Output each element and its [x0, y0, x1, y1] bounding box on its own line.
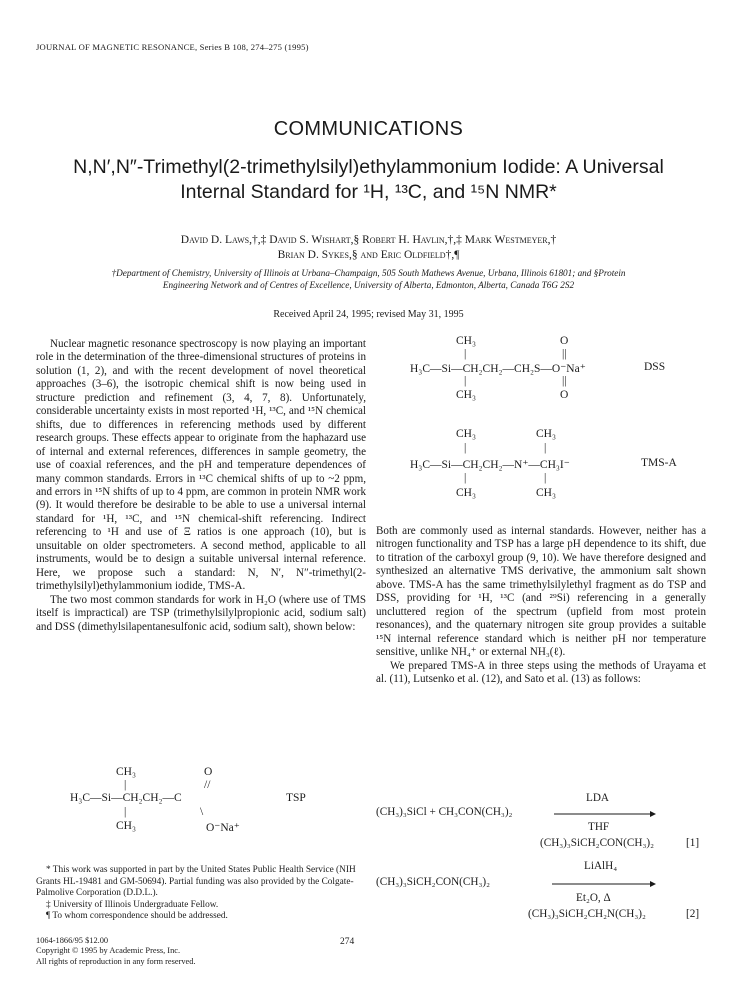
dss-bottom-ch3: CH₃	[456, 389, 476, 401]
tsp-bond-down: |	[124, 806, 127, 818]
tmsa-top-ch3-si: CH₃	[456, 428, 476, 440]
dss-label: DSS	[644, 361, 666, 373]
dss-double-bond-down: ||	[562, 375, 567, 387]
title-line-1: N,N′,N″-Trimethyl(2-trimethylsilyl)ethylammonium Iodide: A Universal	[73, 156, 664, 178]
dss-bond-up: |	[464, 348, 467, 360]
dss-structure	[376, 335, 706, 415]
body-paragraph-3: Both are commonly used as internal standards. However, neither has a nitrogen functionality and TSP has a large pH dependence to its shift, due to titration of the carboxyl group (9, 10). We have therefore designed and synthesized an alternative TMS derivative, the ammonium salt shown above. TMS-A has the same trimethylsilylethyl fragment as do TSP and DSS, providing for ¹H, ¹³C (and ²⁹Si) referencing in a generally uncluttered region of the spectrum (upfield from most protein resonances), and the quaternary nitrogen site group provides a suitable ¹⁵N internal reference standard which is neither pH nor temperature sensitive, unlike NH₄⁺ or external NH₃(ℓ).	[376, 525, 706, 659]
eq1-number: [1]	[686, 837, 700, 849]
page-number: 274	[340, 937, 355, 947]
left-column	[36, 338, 366, 634]
dss-bottom-o: O	[560, 389, 569, 401]
tmsa-bottom-ch3-n: CH₃	[536, 487, 556, 499]
eq1-reagent-bottom: THF	[588, 821, 610, 833]
eq2-reaction-arrow	[552, 880, 656, 888]
tmsa-bond-n-down: |	[544, 472, 547, 484]
tmsa-bottom-ch3-si: CH₃	[456, 487, 476, 499]
tsp-bottom-ona: O⁻Na⁺	[206, 822, 240, 834]
eq1-reactants: (CH₃)₃SiCl + CH₃CON(CH₃)₂	[376, 806, 513, 818]
dss-top-o: O	[560, 335, 569, 347]
tsp-main-chain: H₃C—Si—CH₂CH₂—C	[70, 792, 182, 804]
body-paragraph-1: Nuclear magnetic resonance spectroscopy is now playing an important role in the determination of the three-dimensional structures of proteins in solution (1, 2), and with the recent development of novel theoretical approaches (3–6), the isotropic chemical shift is now being used in structure prediction and refinement (3, 4, 7, 8). Unfortunately, considerable uncertainty exists in most reported ¹H, ¹³C, and ¹⁵N chemical shifts, due to differences in referencing methods used by different research groups. These effects appear to originate from the haphazard use of internal and external references, differences in sample geometry, the use of coaxial references, and the pH and temperature dependences of many common standards. Errors in ¹³C chemical shifts of up to ~2 ppm, and errors in ¹⁵N shifts of up to 4 ppm, are common in protein NMR work (9). It would therefore be desirable to be able to use a universal internal standard for ¹H, ¹³C, and ¹⁵N chemical-shift referencing. Indirect referencing to ¹H and use of Ξ ratios is one approach (10), but is unsuitable on older spectrometers. A second method, applicable to all instruments, would be to design a suitable universal internal reference. Here, we propose such a standard: N, N′, N″-trimethyl(2-trimethylsilyl)ethylammonium iodide, TMS-A.	[36, 338, 366, 593]
received-dates: Received April 24, 1995; revised May 31, 1995	[273, 309, 464, 320]
eq2-reagent-top: LiAlH₄	[584, 860, 618, 872]
footnote-fellow: ‡ University of Illinois Undergraduate Fellow.	[46, 899, 219, 910]
tmsa-bond-si-down: |	[464, 472, 467, 484]
affiliation-line-2: Engineering Network and of Centres of Excellence, University of Alberta, Edmonton, Alberta, Canada T6G 2S2	[162, 280, 575, 290]
eq2-number: [2]	[686, 908, 700, 920]
dss-top-ch3: CH₃	[456, 335, 476, 347]
tsp-structure	[36, 766, 366, 846]
running-head: JOURNAL OF MAGNETIC RESONANCE, Series B 108, 274–275 (1995)	[36, 42, 309, 52]
footnote-correspondence: ¶ To whom correspondence should be addressed.	[46, 911, 228, 922]
section-heading: COMMUNICATIONS	[273, 118, 464, 140]
authors-line-1: David D. Laws,†,‡ David S. Wishart,§ Robert H. Havlin,†,‡ Mark Westmeyer,†	[180, 234, 557, 246]
eq1-reagent-top: LDA	[586, 792, 609, 804]
rights-line: All rights of reproduction in any form reserved.	[36, 956, 196, 966]
eq2-reagent-bottom: Et₂O, Δ	[576, 892, 611, 904]
affiliations	[36, 267, 701, 291]
tsp-single-bond: \	[200, 806, 204, 818]
dss-main-chain: H₃C—Si—CH₂CH₂—CH₂S—O⁻Na⁺	[410, 363, 586, 375]
tmsa-main-chain: H₃C—Si—CH₂CH₂—N⁺—CH₃I⁻	[410, 459, 570, 471]
tmsa-label: TMS-A	[641, 457, 677, 469]
eq1-reaction-arrow	[554, 810, 656, 818]
equation-2	[376, 860, 706, 930]
tsp-label: TSP	[286, 792, 306, 804]
tmsa-top-ch3-n: CH₃	[536, 428, 556, 440]
tsp-top-ch3: CH₃	[116, 766, 136, 778]
footnotes	[36, 865, 366, 923]
author-list	[0, 233, 737, 263]
tsp-top-o: O	[204, 766, 213, 778]
dss-double-bond-up: ||	[562, 348, 567, 360]
body-paragraph-4: We prepared TMS-A in three steps using the methods of Urayama et al. (11), Lutsenko et al. (12), and Sato et al. (13) as follows:	[376, 659, 706, 685]
copyright-footer	[36, 936, 196, 967]
paper-title	[0, 155, 737, 205]
authors-line-2: Brian D. Sykes,§ and Eric Oldfield†,¶	[277, 249, 460, 261]
tsp-bottom-ch3: CH₃	[116, 820, 136, 832]
eq1-product: (CH₃)₃SiCH₂CON(CH₃)₂	[540, 837, 654, 849]
dss-bond-down: |	[464, 375, 467, 387]
copyright-line: Copyright © 1995 by Academic Press, Inc.	[36, 946, 181, 956]
body-paragraph-2: The two most common standards for work in H₂O (where use of TMS itself is impractical) are TSP (trimethylsilylpropionic acid, sodium salt) and DSS (dimethylsilapentanesulfonic acid, sodium salt), shown below:	[36, 593, 366, 633]
affiliation-line-1: †Department of Chemistry, University of Illinois at Urbana–Champaign, 505 South Mathews Avenue, Urbana, Illinois 61801; and §Protein	[111, 268, 626, 278]
issn-price: 1064-1866/95 $12.00	[36, 936, 109, 945]
title-line-2: Internal Standard for ¹H, ¹³C, and ¹⁵N NMR*	[180, 181, 557, 203]
eq2-product: (CH₃)₃SiCH₂CH₂N(CH₃)₂	[528, 908, 646, 920]
tmsa-structure	[376, 428, 706, 513]
eq2-reactants: (CH₃)₃SiCH₂CON(CH₃)₂	[376, 876, 490, 888]
footnote-funding: * This work was supported in part by the United States Public Health Service (NIH Grants HL-19481 and GM-50694). Partial funding was also provided by the Colgate-Palmolive Corporation (D.D.L.).	[36, 865, 356, 899]
tsp-double-bond: //	[204, 779, 211, 791]
right-column	[376, 525, 706, 686]
tsp-bond-up: |	[124, 779, 127, 791]
equation-1	[376, 792, 706, 852]
tmsa-bond-si-up: |	[464, 442, 467, 454]
tmsa-bond-n-up: |	[544, 442, 547, 454]
